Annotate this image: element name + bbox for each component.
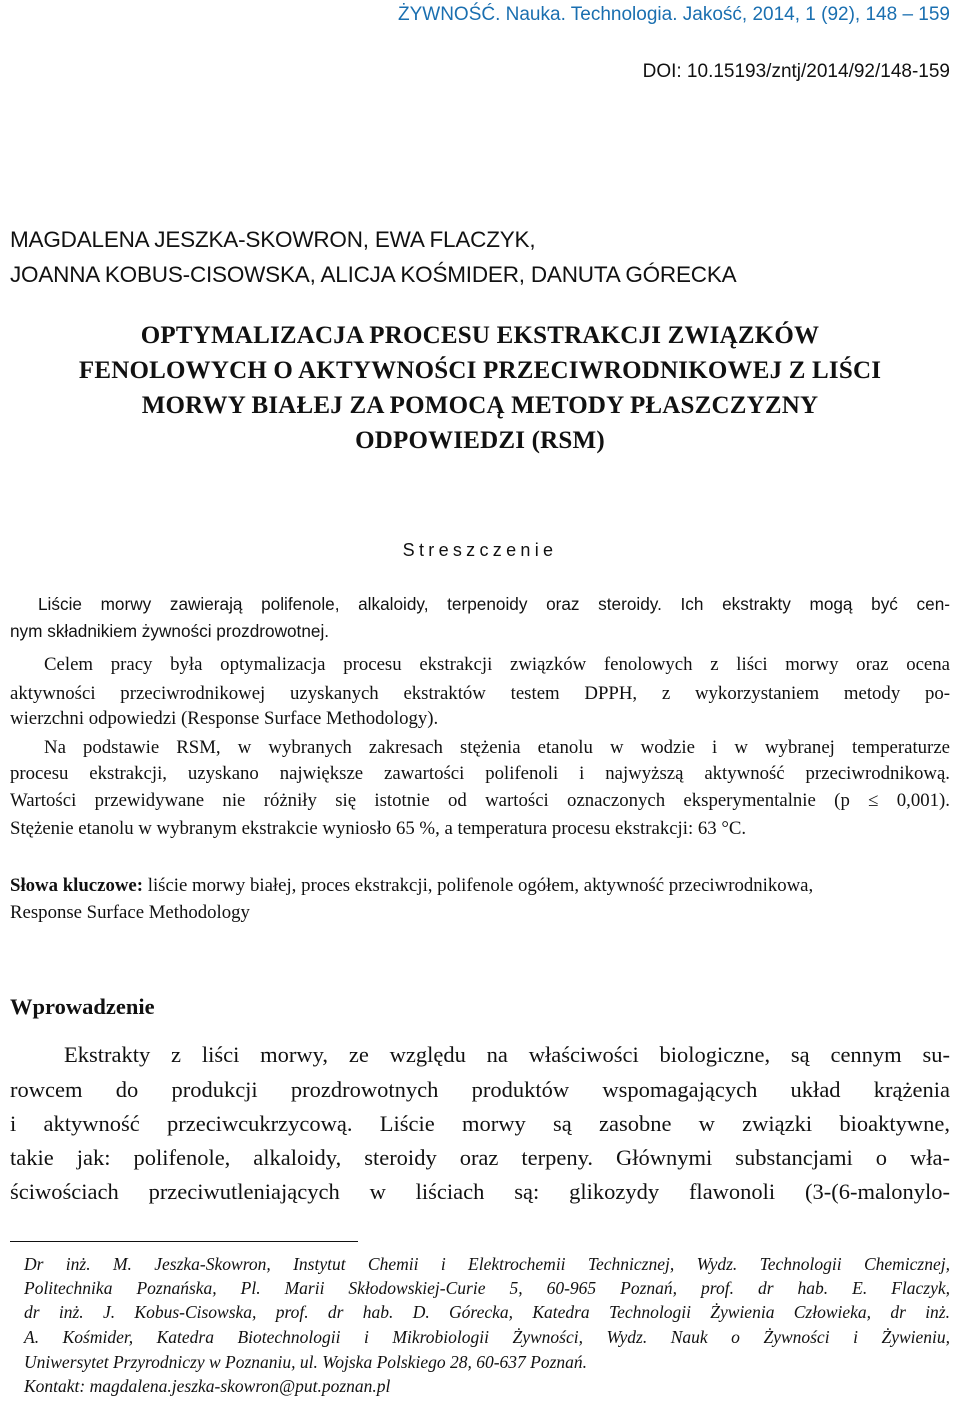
abstract-line: Wartości przewidywane nie różniły się istotnie od wartości oznaczonych eksperymentalnie (p ≤ 0,001). <box>10 790 950 811</box>
paragraph-line: Ekstrakty z liści morwy, ze względu na właściwości biologiczne, są cennym su- <box>64 1042 950 1067</box>
keywords-text: liście morwy białej, proces ekstrakcji, polifenole ogółem, aktywność przeciwrodnikowa, <box>143 875 814 896</box>
abstract-line: aktywności przeciwrodnikowej uzyskanych ekstraktów testem DPPH, z wykorzystaniem metody po- <box>10 683 950 704</box>
keywords <box>10 875 950 897</box>
paragraph-line: takie jak: polifenole, alkaloidy, steroidy oraz terpeny. Głównymi substancjami o wła- <box>10 1145 950 1170</box>
footnote-line: Uniwersytet Przyrodniczy w Poznaniu, ul. Wojska Polskiego 28, 60-637 Poznań. <box>24 1352 588 1372</box>
author-line: JOANNA KOBUS-CISOWSKA, ALICJA KOŚMIDER, DANUTA GÓRECKA <box>10 262 737 287</box>
abstract-line: procesu ekstrakcji, uzyskano największe zawartości polifenoli i najwyższą aktywność przeciwrodnikową. <box>10 763 950 784</box>
abstract-line: Na podstawie RSM, w wybranych zakresach stężenia etanolu w wodzie i w wybranej temperaturze <box>44 737 950 758</box>
doi: DOI: 10.15193/zntj/2014/92/148-159 <box>642 61 950 82</box>
abstract-line: wierzchni odpowiedzi (Response Surface Methodology). <box>10 708 439 729</box>
footnote-line: dr inż. J. Kobus-Cisowska, prof. dr hab. D. Górecka, Katedra Technologii Żywienia Człowieka, dr inż. <box>24 1302 950 1322</box>
footnote-line: Politechnika Poznańska, Pl. Marii Skłodowskiej-Curie 5, 60-965 Poznań, prof. dr hab. E. Flaczyk, <box>24 1278 950 1298</box>
title-line: ODPOWIEDZI (RSM) <box>355 427 605 454</box>
author-line: MAGDALENA JESZKA-SKOWRON, EWA FLACZYK, <box>10 227 536 252</box>
footnote-divider <box>10 1241 358 1242</box>
section-heading-introduction: Wprowadzenie <box>10 994 155 1019</box>
footnote-line: Dr inż. M. Jeszka-Skowron, Instytut Chemii i Elektrochemii Technicznej, Wydz. Technologii Chemicznej, <box>24 1254 950 1274</box>
keywords-continued: Response Surface Methodology <box>10 902 250 923</box>
title-line: FENOLOWYCH O AKTYWNOŚCI PRZECIWRODNIKOWEJ Z LIŚCI <box>78 357 882 384</box>
paragraph-line: ściwościach przeciwutleniających w liściach są: glikozydy flawonoli (3-(6-malonylo- <box>10 1179 950 1204</box>
paragraph-line: rowcem do produkcji prozdrowotnych produktów wspomagających układ krążenia <box>10 1077 950 1102</box>
footnote-contact: Kontakt: magdalena.jeszka-skowron@put.poznan.pl <box>24 1376 391 1396</box>
abstract-line: nym składnikiem żywności prozdrowotnej. <box>10 621 330 641</box>
keywords-label: Słowa kluczowe: <box>10 875 144 896</box>
author-list <box>10 222 736 292</box>
abstract-line: Stężenie etanolu w wybranym ekstrakcie wyniosło 65 %, a temperatura procesu ekstrakcji: 63 °C. <box>10 818 747 839</box>
journal-reference: ŻYWNOŚĆ. Nauka. Technologia. Jakość, 2014, 1 (92), 148 – 159 <box>397 4 950 25</box>
abstract-line: Liście morwy zawierają polifenole, alkaloidy, terpenoidy oraz steroidy. Ich ekstrakty mogą być cen- <box>38 594 950 614</box>
paragraph-line: i aktywność przeciwcukrzycową. Liście morwy są zasobne w związki bioaktywne, <box>10 1111 950 1136</box>
article-title <box>0 318 960 458</box>
abstract-heading: Streszczenie <box>402 540 558 560</box>
footnote-line: A. Kośmider, Katedra Biotechnologii i Mikrobiologii Żywności, Wydz. Nauk o Żywności i Żywieniu, <box>24 1327 950 1347</box>
abstract-line: Celem pracy była optymalizacja procesu ekstrakcji związków fenolowych z liści morwy oraz ocena <box>44 654 950 675</box>
title-line: MORWY BIAŁEJ ZA POMOCĄ METODY PŁASZCZYZNY <box>141 392 819 419</box>
title-line: OPTYMALIZACJA PROCESU EKSTRAKCJI ZWIĄZKÓW <box>140 322 820 349</box>
